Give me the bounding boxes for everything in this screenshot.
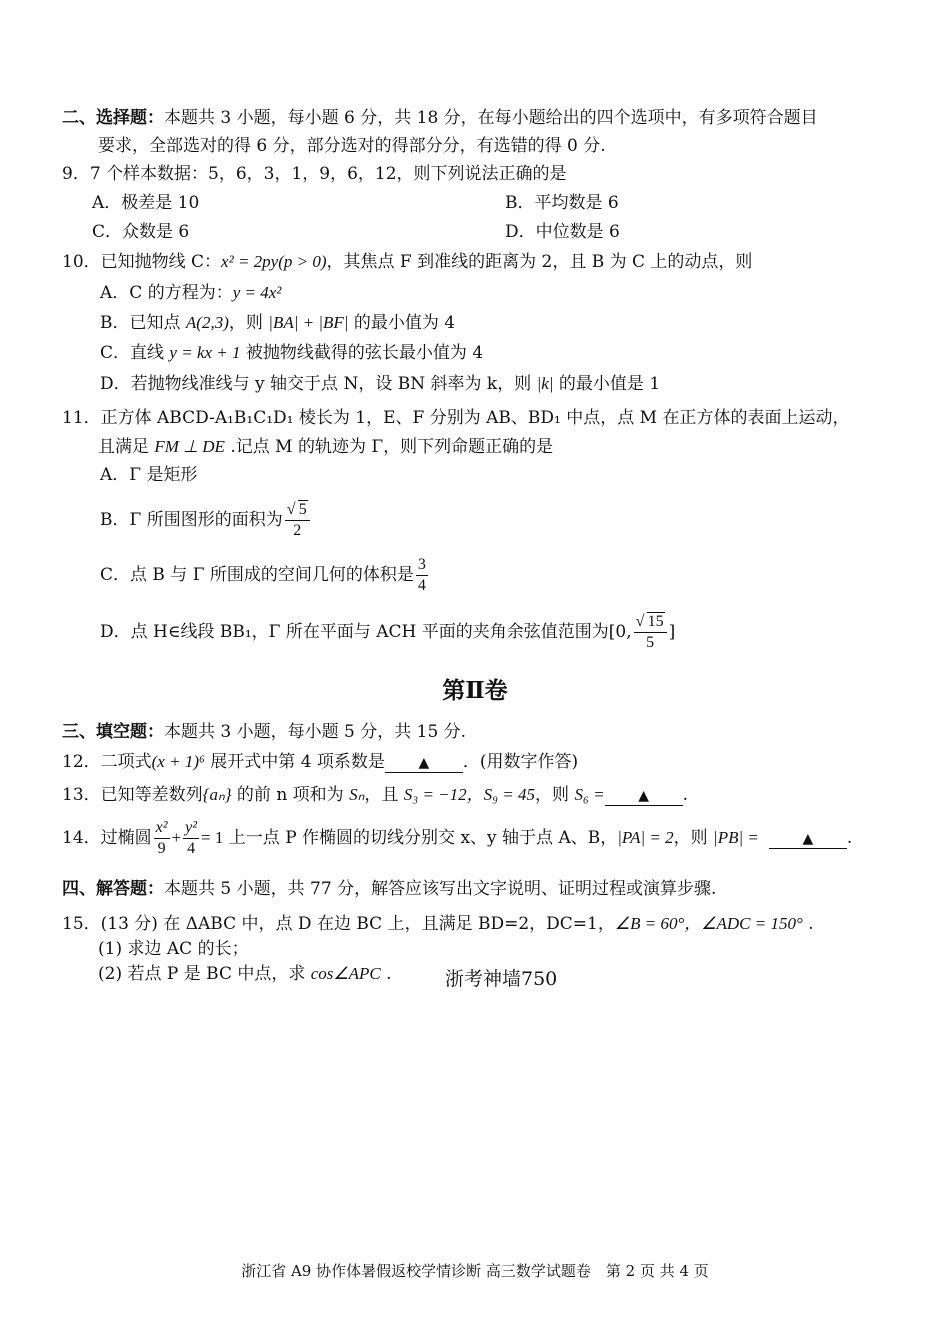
q15-stem: [62, 912, 814, 936]
q12: [62, 750, 578, 774]
q10-option-d-text: D．若抛物线准线与 y 轴交于点 N，设 BN 斜率为 k，则: [100, 374, 537, 394]
q15-stem-text: 15．(13 分) 在 ΔABC 中，点 D 在边 BC 上，且满足 BD=2，DC=1，: [62, 914, 615, 934]
q12-answer-blank[interactable]: ▲: [385, 754, 463, 773]
q15-part-2-cos: cos∠APC: [310, 964, 381, 983]
q14-equals-one: = 1: [201, 828, 224, 847]
q15-part-2: [98, 962, 392, 986]
q9-option-c: C．众数是 6: [92, 222, 190, 242]
q15-part-1: (1) 求边 AC 的长；: [98, 939, 249, 959]
q14-text-2: 上一点 P 作椭圆的切线分别交 x、y 轴于点 A、B，: [223, 828, 618, 848]
section-2-desc-line2: 要求，全部选对的得 6 分，部分选对的得部分分，有选错的得 0 分.: [98, 136, 606, 156]
q14-fraction-x-den: 9: [157, 840, 166, 857]
section-2-label: 二、选择题：: [62, 108, 164, 128]
q10-option-d-end: 的最小值是 1: [553, 374, 661, 394]
q10-option-a: [100, 281, 281, 305]
q12-text-2: 展开式中第 4 项系数是: [204, 752, 385, 772]
q15-stem-end: .: [802, 914, 814, 934]
q13-sequence: {aₙ}: [202, 785, 232, 804]
q15-angles: ∠B = 60°，∠ADC = 150°: [614, 914, 803, 933]
q11-stem-line2-b: .记点 M 的轨迹为 Γ，则下列命题正确的是: [224, 437, 554, 457]
q10-option-c-line: y = kx + 1: [169, 343, 241, 362]
q14-fraction-x-num: x²: [154, 818, 170, 839]
q11-option-b-fraction: [285, 500, 310, 541]
q14-pb: |PB| =: [713, 828, 759, 847]
q14-pa: |PA| = 2: [617, 828, 674, 847]
q11-option-c-fraction: [416, 555, 428, 596]
q12-text-1: 12．二项式: [62, 752, 152, 772]
q13-text-4: ，则: [535, 785, 575, 805]
q10-option-b-end: 的最小值为 4: [348, 313, 456, 333]
watermark: 浙考神墙750: [445, 968, 558, 990]
q12-binomial: (x + 1)⁶: [151, 752, 205, 771]
q14-answer-blank[interactable]: ▲: [769, 830, 847, 849]
q11-option-b-radicand: 5: [298, 501, 307, 518]
q13-conditions: S₃ = −12，S₉ = 45: [403, 785, 536, 804]
section-2-heading: [62, 106, 818, 130]
q11-option-d-text: D．点 H∈线段 BB₁，Γ 所在平面与 ACH 平面的夹角余弦值范围为[0,: [100, 622, 632, 642]
q13-s6: S₆ =: [574, 785, 605, 804]
q9-option-a: A．极差是 10: [92, 193, 200, 213]
q13-text-2: 的前 n 项和为: [231, 785, 350, 805]
section-4-desc: 本题共 5 小题，共 77 分，解答应该写出文字说明、证明过程或演算步骤.: [164, 879, 717, 899]
q10-option-c: [100, 341, 483, 365]
q10-option-b: [100, 311, 455, 335]
q10-parabola-equation: x² = 2py(p > 0): [221, 252, 327, 271]
q10-option-b-mid: ，则: [228, 313, 269, 333]
q11-option-d-fraction: [634, 612, 667, 653]
q10-option-b-point: A(2,3): [185, 313, 229, 332]
q13-text-3: ，且: [364, 785, 404, 805]
q10-option-d: [100, 372, 660, 396]
q11-option-d-radicand: 15: [647, 613, 664, 630]
q11-option-d: [100, 608, 675, 656]
q14-fraction-y-num: y²: [183, 818, 199, 839]
section-3-heading: [62, 720, 466, 744]
q9-stem: 9．7 个样本数据：5，6，3，1，9，6，12，则下列说法正确的是: [62, 164, 567, 184]
q14-fraction-y: [183, 818, 199, 859]
q10-stem: [62, 250, 752, 274]
q15-part-2-text: (2) 若点 P 是 BC 中点，求: [98, 964, 311, 984]
q11-option-c-text: C．点 B 与 Γ 所围成的空间几何的体积是: [100, 565, 414, 585]
q11-stem-line1: 11．正方体 ABCD-A₁B₁C₁D₁ 棱长为 1，E、F 分别为 AB、BD₁ 中点，点 M 在正方体的表面上运动，: [62, 408, 850, 428]
q14-plus: +: [171, 828, 182, 847]
q14-text-1: 14．过椭圆: [62, 828, 152, 848]
q11-option-c: [100, 551, 430, 599]
q10-stem-rest: ，其焦点 F 到准线的距离为 2，且 B 为 C 上的动点，则: [326, 252, 753, 272]
q11-option-c-numerator: 3: [416, 555, 428, 576]
q14-text-4: .: [846, 828, 853, 848]
q10-number: 10．已知抛物线 C：: [62, 252, 222, 272]
section-4-label: 四、解答题：: [62, 879, 164, 899]
q13-text-5: .: [682, 785, 688, 805]
part-2-title: 第Ⅱ卷: [442, 677, 508, 704]
q14: [62, 815, 852, 861]
q10-option-a-text: A．C 的方程为：: [100, 283, 233, 303]
q10-option-b-sum: |BA| + |BF|: [268, 313, 349, 332]
q12-text-3: ．(用数字作答): [462, 752, 579, 772]
q11-option-b: [100, 496, 312, 544]
q13-answer-blank[interactable]: ▲: [605, 787, 683, 806]
section-2-desc-line1: 本题共 3 小题，每小题 6 分，共 18 分，在每小题给出的四个选项中，有多项符合题目: [164, 108, 818, 128]
q9-option-d: D．中位数是 6: [505, 222, 620, 242]
section-3-label: 三、填空题：: [62, 722, 164, 742]
q14-fraction-y-den: 4: [187, 840, 196, 857]
q11-option-a: A．Γ 是矩形: [100, 465, 198, 485]
section-3-desc: 本题共 3 小题，每小题 5 分，共 15 分.: [164, 722, 467, 742]
q11-option-d-denominator: 5: [646, 634, 655, 651]
q11-perpendicular: FM ⊥ DE: [154, 437, 225, 456]
q11-option-b-text: B．Γ 所围图形的面积为: [100, 510, 283, 530]
page-footer: 浙江省 A9 协作体暑假返校学情诊断 高三数学试题卷 第 2 页 共 4 页: [241, 1262, 709, 1280]
q13: [62, 783, 688, 807]
q11-option-d-end: ]: [668, 622, 676, 642]
q10-option-c-end: 被抛物线截得的弦长最小值为 4: [240, 343, 484, 363]
q11-option-b-denominator: 2: [293, 522, 302, 539]
section-4-heading: [62, 877, 716, 901]
q14-fraction-x: [154, 818, 170, 859]
q10-option-d-abs-k: |k|: [536, 374, 554, 393]
q13-text-1: 13．已知等差数列: [62, 785, 203, 805]
q10-option-c-text: C．直线: [100, 343, 170, 363]
q14-text-3: ，则: [673, 828, 714, 848]
q10-option-a-math: y = 4x²: [232, 283, 282, 302]
q11-stem-line2-a: 且满足: [98, 437, 155, 457]
q11-stem-line2: [98, 435, 553, 459]
q10-option-b-text: B．已知点: [100, 313, 186, 333]
q11-option-c-denominator: 4: [417, 577, 426, 594]
q13-sn: Sₙ: [349, 785, 365, 804]
q9-option-b: B．平均数是 6: [505, 193, 619, 213]
q15-part-2-end: .: [380, 964, 392, 984]
